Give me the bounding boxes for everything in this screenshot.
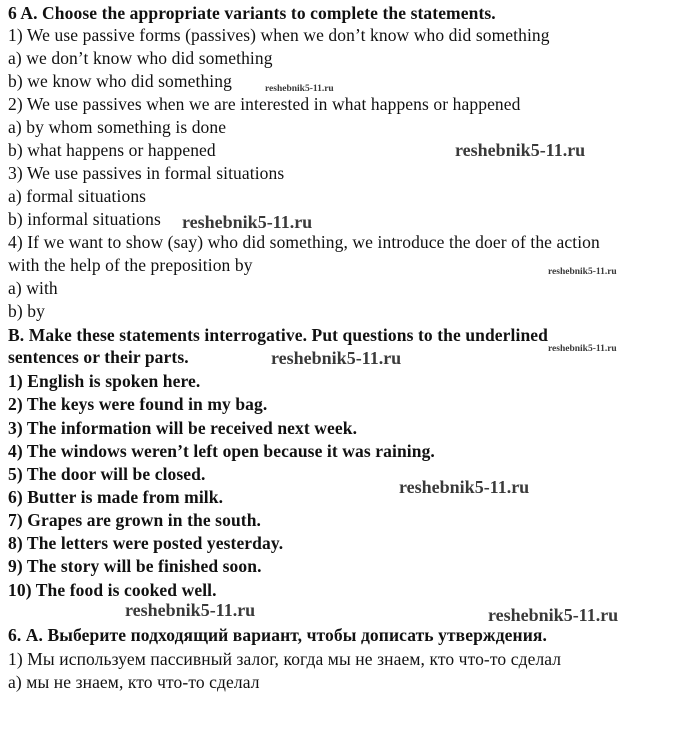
option-2b: b) what happens or happened [8, 140, 216, 160]
translation-option-1a: а) мы не знаем, кто что-то сделал [8, 672, 260, 692]
section-b-heading-cont: sentences or their parts. [8, 347, 189, 367]
sentence-7: 7) Grapes are grown in the south. [8, 510, 262, 530]
sentence-2: 2) The keys were found in my bag. [8, 394, 268, 414]
section-b-heading: B. Make these statements interrogative. Put questions to the underlined [8, 325, 549, 345]
watermark: reshebnik5-11.ru [455, 140, 586, 160]
watermark: reshebnik5-11.ru [125, 600, 256, 620]
sentence-4: 4) The windows weren’t left open because it was raining. [8, 441, 435, 461]
option-2a: a) by whom something is done [8, 117, 227, 137]
watermark: reshebnik5-11.ru [271, 348, 402, 368]
option-4b: b) by [8, 301, 45, 321]
statement-1: 1) We use passive forms (passives) when we don’t know who did something [8, 25, 550, 45]
statement-4: 4) If we want to show (say) who did something, we introduce the doer of the action [8, 232, 600, 252]
sentence-10: 10) The food is cooked well. [8, 580, 217, 600]
sentence-6: 6) Butter is made from milk. [8, 487, 224, 507]
watermark: reshebnik5-11.ru [399, 477, 530, 497]
option-3a: a) formal situations [8, 186, 147, 206]
watermark: reshebnik5-11.ru [182, 212, 313, 232]
statement-4-cont: with the help of the preposition by [8, 255, 253, 275]
statement-3: 3) We use passives in formal situations [8, 163, 285, 183]
watermark: reshebnik5-11.ru [265, 84, 334, 94]
option-3b: b) informal situations [8, 209, 161, 229]
sentence-3: 3) The information will be received next week. [8, 418, 358, 438]
watermark: reshebnik5-11.ru [548, 344, 617, 354]
sentence-5: 5) The door will be closed. [8, 464, 206, 484]
sentence-8: 8) The letters were posted yesterday. [8, 533, 284, 553]
option-1b: b) we know who did something [8, 71, 232, 91]
watermark: reshebnik5-11.ru [548, 267, 617, 277]
option-4a: a) with [8, 278, 58, 298]
option-1a: a) we don’t know who did something [8, 48, 273, 68]
sentence-1: 1) English is spoken here. [8, 371, 201, 391]
translation-statement-1: 1) Мы используем пассивный залог, когда мы не знаем, кто что-то сделал [8, 649, 562, 669]
section-a-heading: 6 A. Choose the appropriate variants to complete the statements. [8, 3, 496, 23]
statement-2: 2) We use passives when we are interested in what happens or happened [8, 94, 521, 114]
sentence-9: 9) The story will be finished soon. [8, 556, 262, 576]
watermark: reshebnik5-11.ru [488, 605, 619, 625]
translation-heading: 6. А. Выберите подходящий вариант, чтобы дописать утверждения. [8, 625, 547, 645]
